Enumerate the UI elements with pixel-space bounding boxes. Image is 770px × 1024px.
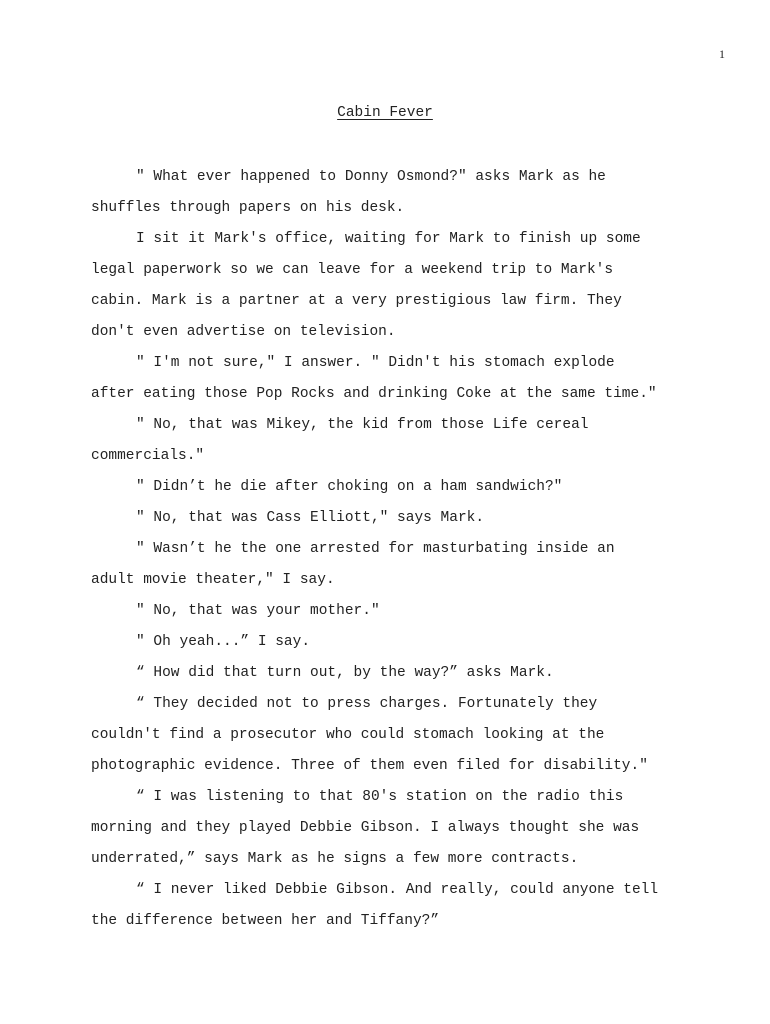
page-number: 1: [719, 47, 725, 61]
text-line: I sit it Mark's office, waiting for Mark to finish up some: [136, 231, 641, 247]
text-line: " What ever happened to Donny Osmond?" asks Mark as he: [136, 169, 606, 185]
text-line: “ I never liked Debbie Gibson. And really, could anyone tell: [136, 882, 659, 898]
text-line: shuffles through papers on his desk.: [91, 200, 405, 216]
text-line: “ I was listening to that 80's station on the radio this: [136, 789, 624, 805]
text-line: " Oh yeah...” I say.: [136, 634, 311, 650]
text-line: adult movie theater," I say.: [91, 572, 335, 588]
text-line: don't even advertise on television.: [91, 324, 396, 340]
text-line: photographic evidence. Three of them even filed for disability.": [91, 758, 648, 774]
text-line: “ They decided not to press charges. Fortunately they: [136, 696, 598, 712]
text-line: “ How did that turn out, by the way?” asks Mark.: [136, 665, 554, 681]
text-line: cabin. Mark is a partner at a very prestigious law firm. They: [91, 293, 622, 309]
text-line: " I'm not sure," I answer. " Didn't his stomach explode: [136, 355, 615, 371]
text-line: " Wasn’t he the one arrested for masturbating inside an: [136, 541, 615, 557]
document-title: Cabin Fever: [337, 105, 433, 121]
text-line: " Didn’t he die after choking on a ham sandwich?": [136, 479, 563, 495]
text-line: " No, that was your mother.": [136, 603, 380, 619]
text-line: after eating those Pop Rocks and drinking Coke at the same time.": [91, 386, 657, 402]
text-line: the difference between her and Tiffany?”: [91, 913, 440, 929]
text-line: morning and they played Debbie Gibson. I always thought she was: [91, 820, 640, 836]
text-line: legal paperwork so we can leave for a weekend trip to Mark's: [91, 262, 614, 278]
text-line: " No, that was Cass Elliott," says Mark.: [136, 510, 485, 526]
text-line: " No, that was Mikey, the kid from those Life cereal: [136, 417, 589, 433]
document-body: [91, 162, 691, 937]
text-line: couldn't find a prosecutor who could stomach looking at the: [91, 727, 605, 743]
text-line: commercials.": [91, 448, 205, 464]
text-line: underrated,” says Mark as he signs a few more contracts.: [91, 851, 579, 867]
